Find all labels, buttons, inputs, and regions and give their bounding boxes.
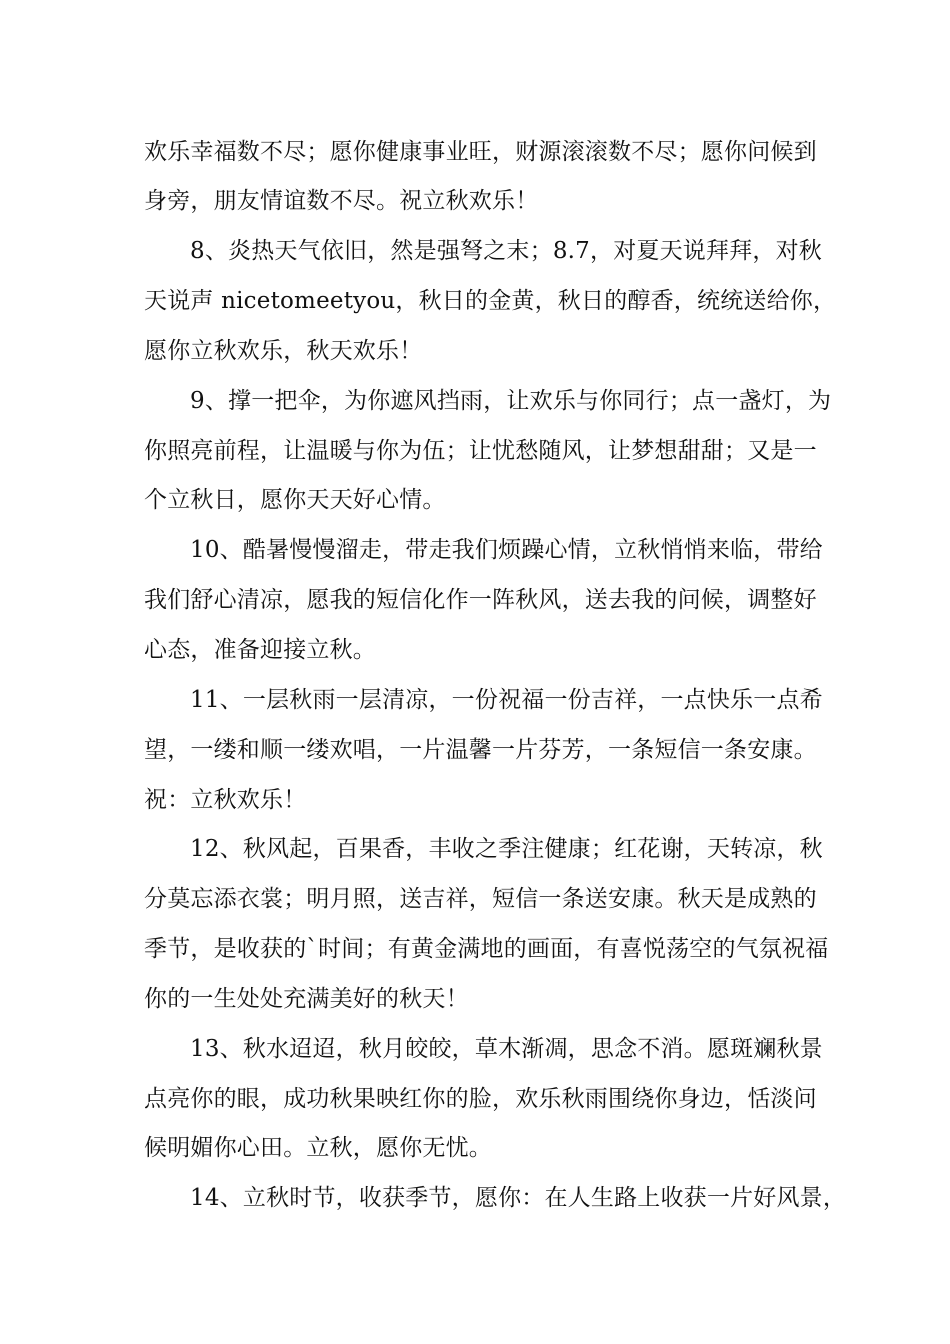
text-line: 候明媚你心田。立秋，愿你无忧。 [144, 1135, 492, 1161]
text-line: 季节，是收获的`时间；有黄金满地的画面，有喜悦荡空的气氛祝福 [144, 936, 829, 962]
text-line: 8、炎热天气依旧，然是强弩之末；8.7，对夏天说拜拜，对秋 [190, 238, 823, 264]
text-line: 个立秋日，愿你天天好心情。 [144, 487, 446, 513]
text-line: 14、立秋时节，收获季节，愿你：在人生路上收获一片好风景， [190, 1185, 847, 1211]
text-line: 你照亮前程，让温暖与你为伍；让忧愁随风，让梦想甜甜；又是一 [144, 438, 817, 464]
text-line: 点亮你的眼，成功秋果映红你的脸，欢乐秋雨围绕你身边，恬淡问 [144, 1086, 817, 1112]
text-line: 分莫忘添衣裳；明月照，送吉祥，短信一条送安康。秋天是成熟的 [144, 886, 817, 912]
text-line: 祝：立秋欢乐！ [144, 787, 307, 813]
text-line: 心态，准备迎接立秋。 [144, 637, 376, 663]
text-line: 愿你立秋欢乐，秋天欢乐！ [144, 338, 423, 364]
text-line: 12、秋风起，百果香，丰收之季注健康；红花谢，天转凉，秋 [190, 836, 823, 862]
text-line: 9、撑一把伞，为你遮风挡雨，让欢乐与你同行；点一盏灯，为 [190, 388, 832, 414]
text-line: 13、秋水迢迢，秋月皎皎，草木渐凋，思念不消。愿斑斓秋景 [190, 1036, 823, 1062]
text-line: 望，一缕和顺一缕欢唱，一片温馨一片芬芳，一条短信一条安康。 [144, 737, 817, 763]
text-line: 你的一生处处充满美好的秋天！ [144, 986, 469, 1012]
text-line: 10、酷暑慢慢溜走，带走我们烦躁心情，立秋悄悄来临，带给 [190, 537, 823, 563]
text-line: 我们舒心清凉，愿我的短信化作一阵秋风，送去我的问候，调整好 [144, 587, 817, 613]
text-line: 身旁，朋友情谊数不尽。祝立秋欢乐！ [144, 188, 539, 214]
text-line: 欢乐幸福数不尽；愿你健康事业旺，财源滚滚数不尽；愿你问候到 [144, 139, 817, 165]
text-line: 11、一层秋雨一层清凉，一份祝福一份吉祥，一点快乐一点希 [190, 687, 823, 713]
text-line: 天说声 nicetomeetyou，秋日的金黄，秋日的醇香，统统送给你， [144, 288, 837, 314]
